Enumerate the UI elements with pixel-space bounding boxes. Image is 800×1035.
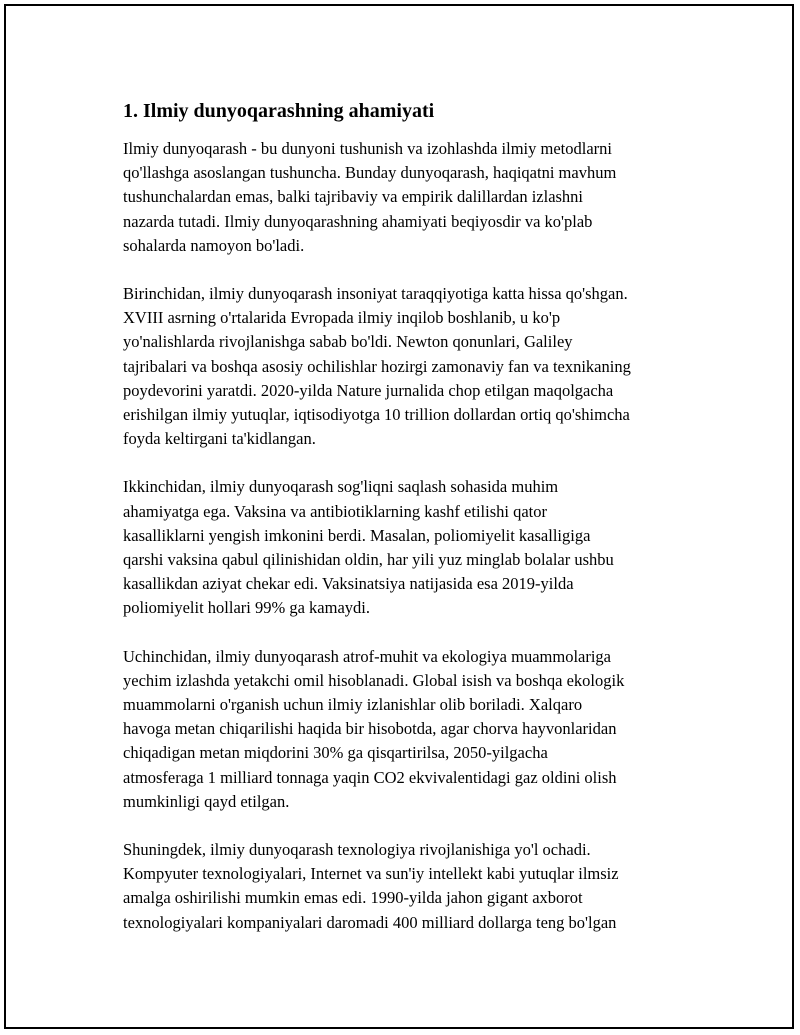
text-line: kasallikdan aziyat chekar edi. Vaksinatsiya natijasida esa 2019-yilda <box>123 574 574 594</box>
text-line: yo'nalishlarda rivojlanishga sabab bo'ldi. Newton qonunlari, Galiley <box>123 332 573 352</box>
text-line: havoga metan chiqarilishi haqida bir hisobotda, agar chorva hayvonlaridan <box>123 719 617 739</box>
paragraph-intro <box>123 137 703 258</box>
text-line: XVIII asrning o'rtalarida Evropada ilmiy inqilob boshlanib, u ko'p <box>123 308 561 328</box>
paragraph-first <box>123 282 703 451</box>
text-line: tajribalari va boshqa asosiy ochilishlar hozirgi zamonaviy fan va texnikaning <box>123 356 631 376</box>
text-line: qo'llashga asoslangan tushuncha. Bunday dunyoqarash, haqiqatni mavhum <box>123 163 617 183</box>
document-body <box>123 98 703 959</box>
text-line: Ikkinchidan, ilmiy dunyoqarash sog'liqni saqlash sohasida muhim <box>123 477 559 497</box>
text-line: foyda keltirgani ta'kidlangan. <box>123 429 316 449</box>
paragraph-second <box>123 475 703 620</box>
page-frame <box>4 4 794 1029</box>
text-line: Shuningdek, ilmiy dunyoqarash texnologiya rivojlanishiga yo'l ochadi. <box>123 840 591 860</box>
text-line: kasalliklarni yengish imkonini berdi. Masalan, poliomiyelit kasalligiga <box>123 525 591 545</box>
text-line: yechim izlashda yetakchi omil hisoblanadi. Global isish va boshqa ekologik <box>123 670 625 690</box>
text-line: qarshi vaksina qabul qilinishidan oldin, har yili yuz minglab bolalar ushbu <box>123 550 614 570</box>
paragraph-third <box>123 645 703 814</box>
text-line: Ilmiy dunyoqarash - bu dunyoni tushunish va izohlashda ilmiy metodlarni <box>123 139 612 158</box>
text-line: Kompyuter texnologiyalari, Internet va sun'iy intellekt kabi yutuqlar ilmsiz <box>123 864 619 884</box>
text-line: muammolarni o'rganish uchun ilmiy izlanishlar olib boriladi. Xalqaro <box>123 695 583 715</box>
text-line: Uchinchidan, ilmiy dunyoqarash atrof-muhit va ekologiya muammolariga <box>123 646 611 666</box>
section-heading: 1. Ilmiy dunyoqarashning ahamiyati <box>123 100 435 122</box>
text-line: chiqadigan metan miqdorini 30% ga qisqartirilsa, 2050-yilgacha <box>123 743 548 763</box>
text-line: nazarda tutadi. Ilmiy dunyoqarashning ahamiyati beqiyosdir va ko'plab <box>123 211 593 231</box>
text-line: atmosferaga 1 milliard tonnaga yaqin CO2 ekvivalentidagi gaz oldini olish <box>123 767 617 787</box>
text-line: amalga oshirilishi mumkin emas edi. 1990-yilda jahon gigant axborot <box>123 888 583 908</box>
text-line: poydevorini yaratdi. 2020-yilda Nature jurnalida chop etilgan maqolgacha <box>123 380 614 400</box>
text-line: poliomiyelit hollari 99% ga kamaydi. <box>123 598 370 618</box>
text-line: mumkinligi qayd etilgan. <box>123 791 290 811</box>
text-line: tushunchalardan emas, balki tajribaviy va empirik dalillardan izlashni <box>123 187 584 207</box>
paragraph-fourth <box>123 838 703 935</box>
text-line: sohalarda namoyon bo'ladi. <box>123 235 305 255</box>
text-line: Birinchidan, ilmiy dunyoqarash insoniyat taraqqiyotiga katta hissa qo'shgan. <box>123 284 628 304</box>
text-line: erishilgan ilmiy yutuqlar, iqtisodiyotga 10 trillion dollardan ortiq qo'shimcha <box>123 405 630 425</box>
text-line: ahamiyatga ega. Vaksina va antibiotiklarning kashf etilishi qator <box>123 501 547 521</box>
text-line: texnologiyalari kompaniyalari daromadi 400 milliard dollarga teng bo'lgan <box>123 912 617 932</box>
